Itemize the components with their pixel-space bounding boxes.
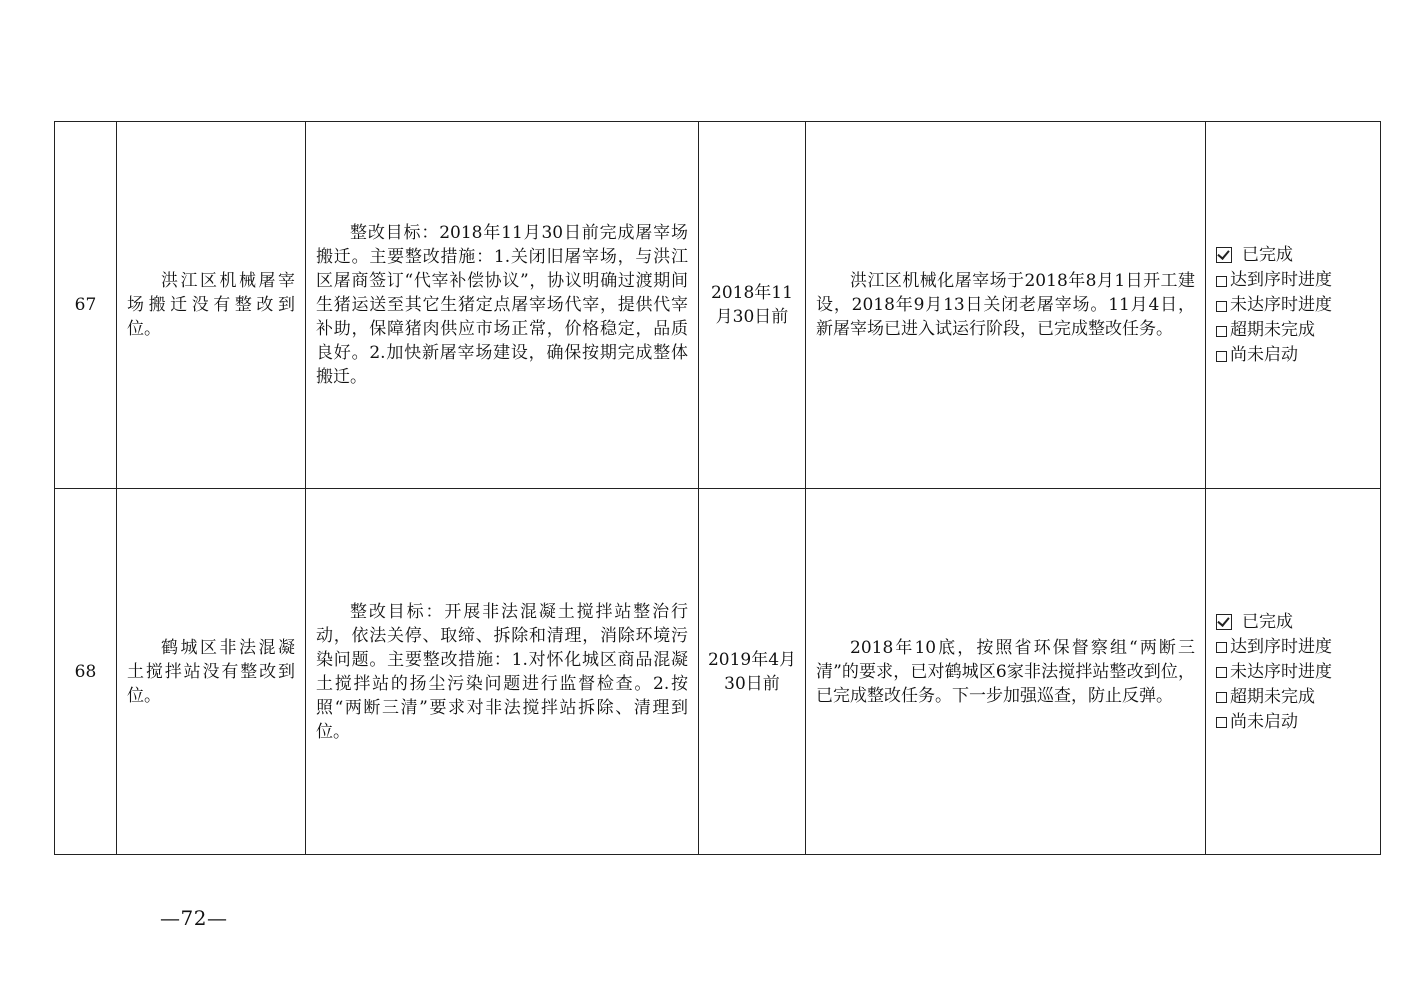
measures-text: 整改目标：开展非法混凝土搅拌站整治行动，依法关停、取缔、拆除和清理，消除环境污染问题。主要整改措施：1.对怀化城区商品混凝土搅拌站的扬尘污染问题进行监督检查。2.按照“两断三清”要求对非法搅拌站拆除、清理到位。 — [316, 601, 688, 742]
deadline-cell: 2019年4月30日前 — [699, 489, 806, 855]
status-item-on-schedule — [1216, 268, 1380, 293]
status-label: 未达序时进度 — [1230, 295, 1332, 315]
status-item-not-started — [1216, 709, 1380, 734]
empty-box-icon — [1216, 692, 1227, 703]
empty-box-icon — [1216, 276, 1227, 287]
status-list — [1216, 243, 1380, 368]
checked-box-icon — [1216, 614, 1232, 630]
table-row — [55, 122, 1381, 489]
status-label: 超期未完成 — [1230, 320, 1315, 340]
measures-cell — [306, 122, 699, 489]
issue-text: 鹤城区非法混凝土搅拌站没有整改到位。 — [127, 637, 295, 706]
measures-text: 整改目标：2018年11月30日前完成屠宰场搬迁。主要整改措施：1.关闭旧屠宰场，与洪江区屠商签订“代宰补偿协议”，协议明确过渡期间生猪运送至其它生猪定点屠宰场代宰，提供代宰补助，保障猪肉供应市场正常，价格稳定，品质良好。2.加快新屠宰场建设，确保按期完成整体搬迁。 — [316, 223, 688, 387]
progress-cell — [806, 489, 1206, 855]
status-item-not-started — [1216, 343, 1380, 368]
status-label: 尚未启动 — [1230, 345, 1298, 365]
empty-box-icon — [1216, 351, 1227, 362]
progress-cell — [806, 122, 1206, 489]
status-item-on-schedule — [1216, 634, 1380, 659]
issue-cell — [117, 122, 306, 489]
status-label: 尚未启动 — [1230, 711, 1298, 732]
row-number: 68 — [55, 489, 117, 855]
empty-box-icon — [1216, 667, 1227, 678]
status-label: 达到序时进度 — [1230, 636, 1332, 657]
measures-cell — [306, 489, 699, 855]
status-item-completed — [1216, 243, 1380, 268]
status-item-completed — [1216, 609, 1380, 634]
empty-box-icon — [1216, 301, 1227, 312]
issue-cell — [117, 489, 306, 855]
status-item-overdue — [1216, 318, 1380, 343]
status-label: 已完成 — [1242, 611, 1293, 632]
progress-text: 2018年10底，按照省环保督察组“两断三清”的要求，已对鹤城区6家非法搅拌站整改到位，已完成整改任务。下一步加强巡查，防止反弹。 — [816, 637, 1195, 706]
status-item-behind-schedule — [1216, 659, 1380, 684]
status-label: 超期未完成 — [1230, 686, 1315, 707]
status-item-behind-schedule — [1216, 293, 1380, 318]
status-label: 已完成 — [1242, 245, 1293, 265]
status-label: 未达序时进度 — [1230, 661, 1332, 682]
status-item-overdue — [1216, 684, 1380, 709]
status-cell — [1206, 122, 1381, 489]
rectification-table — [54, 121, 1381, 855]
table-row — [55, 489, 1381, 855]
progress-text: 洪江区机械化屠宰场于2018年8月1日开工建设，2018年9月13日关闭老屠宰场。11月4日，新屠宰场已进入试运行阶段，已完成整改任务。 — [816, 271, 1195, 339]
page-number: —72— — [160, 906, 228, 930]
empty-box-icon — [1216, 326, 1227, 337]
deadline-cell: 2018年11月30日前 — [699, 122, 806, 489]
empty-box-icon — [1216, 642, 1227, 653]
row-number: 67 — [55, 122, 117, 489]
empty-box-icon — [1216, 717, 1227, 728]
issue-text: 洪江区机械屠宰场搬迁没有整改到位。 — [127, 271, 295, 339]
status-list — [1216, 609, 1380, 734]
status-cell — [1206, 489, 1381, 855]
checked-box-icon — [1216, 247, 1232, 263]
status-label: 达到序时进度 — [1230, 270, 1332, 290]
